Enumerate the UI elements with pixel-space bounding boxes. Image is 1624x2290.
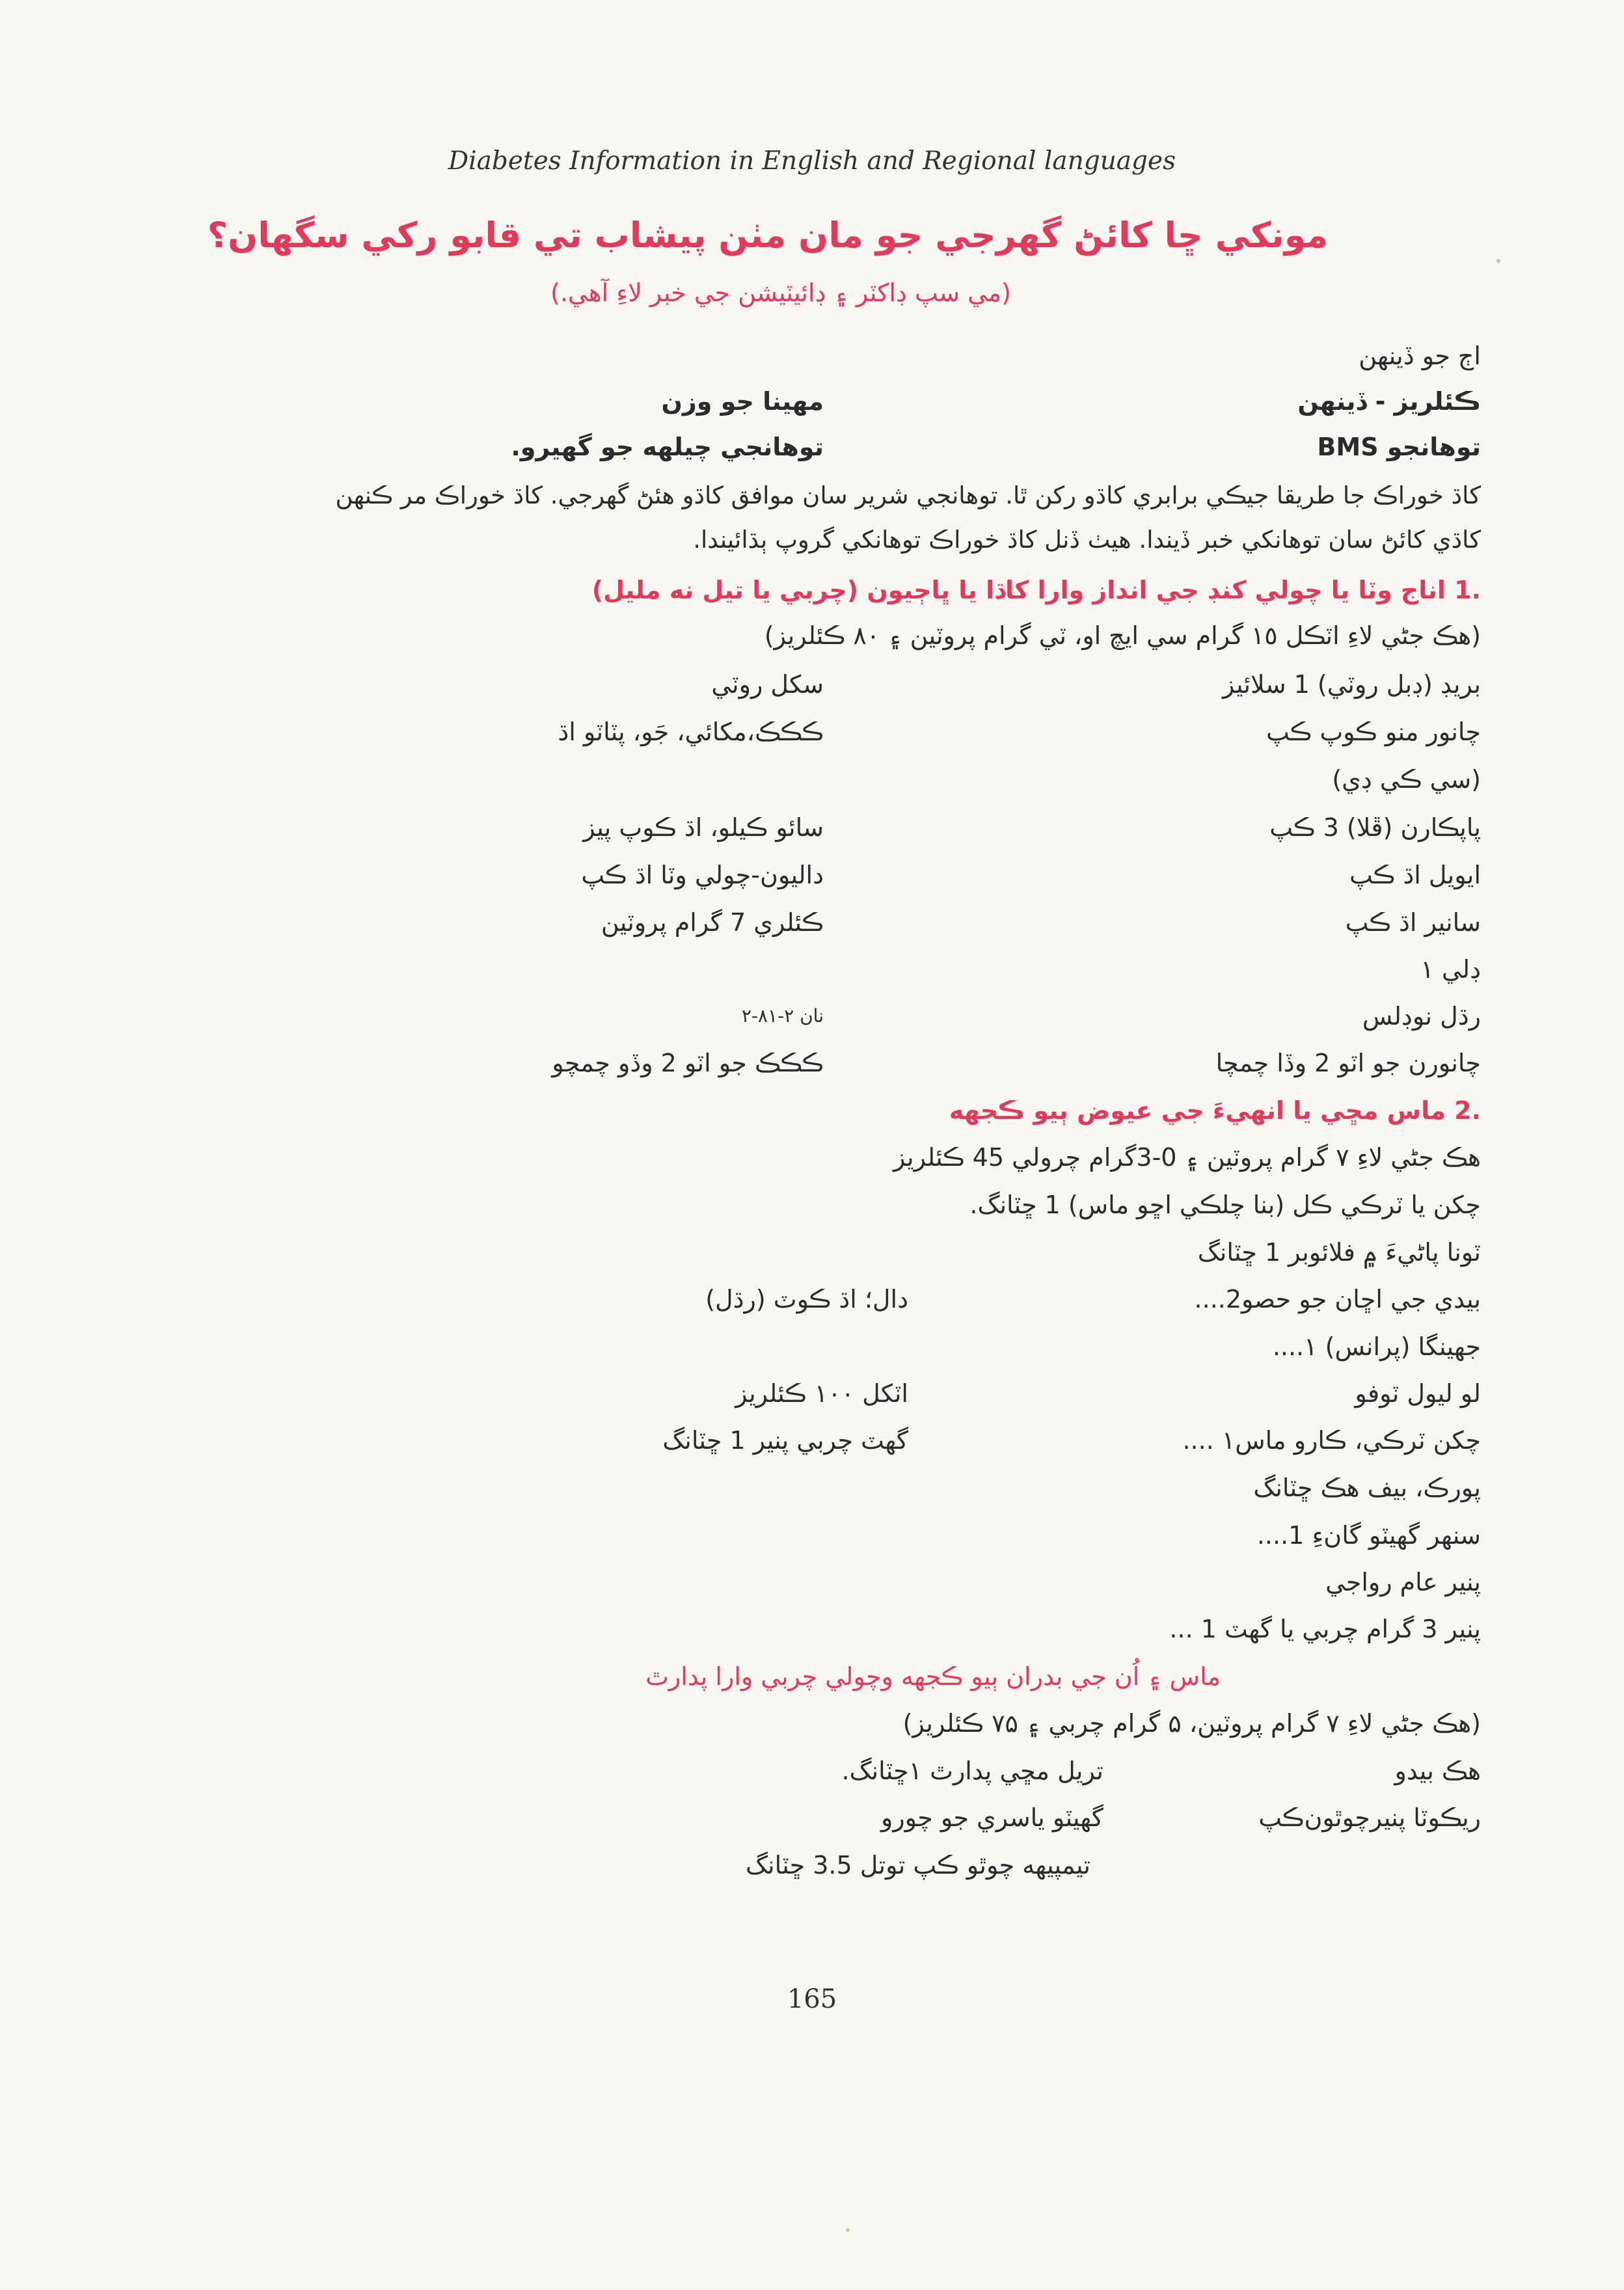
list-item: رڌل نوڊلس — [1362, 1002, 1481, 1030]
paragraph-line: کاڌ خوراڪ جا طريقا جيڪي برابري کاڌو رکن ٿا. توهانجي شرير سان موافق کاڌو هئڻ گهرجي. کاڌ خوراڪ مر ڪنهن — [335, 481, 1481, 509]
list-item: پنير 3 گرام چربي يا گهٽ 1 ... — [1169, 1615, 1481, 1643]
section-1-note: (هڪ جڻي لاءِ اٽڪل ١٥ گرام سي ايچ او، ٽي گرام پروٽين ۽ ٨٠ ڪئلريز) — [764, 621, 1481, 650]
list-item: پنير عام رواجي — [1325, 1568, 1481, 1596]
page-subtitle: (مي سپ ڊاکٽر ۽ ڊائيٽيشن جي خبر لاءِ آهي.) — [550, 278, 1011, 307]
list-item: هڪ بيدو — [1394, 1757, 1481, 1785]
list-item: پورڪ، بيف هڪ ڇٽانگ — [1253, 1474, 1481, 1502]
list-item: پاپڪارن (ڦلا) 3 ڪپ — [1269, 813, 1481, 842]
intro-bms: توهانجو BMS — [1317, 433, 1481, 461]
list-item: تريل مڇي پدارٿ ۱ڇٽانگ. — [841, 1757, 1103, 1785]
list-item: اٽکل ۱۰۰ ڪئلريز — [735, 1379, 908, 1408]
list-item: ڪئلري 7 گرام پروٽين — [601, 908, 824, 937]
list-item: نان ٢-٨١-٢ — [741, 1005, 824, 1027]
section-3-note: (هڪ جڻي لاءِ ۷ گرام پروٽين، ۵ گرام چربي ۽ ۷۵ ڪئلريز) — [902, 1709, 1481, 1738]
list-item: داليون-چولي وٽا اڌ ڪپ — [581, 861, 824, 889]
intro-paragraph — [121, 474, 1481, 562]
list-item: ايويل اڌ ڪپ — [1349, 861, 1481, 889]
list-item: تيمپيهه چوٿو ڪپ توتل 3.5 ڇٽانگ — [746, 1851, 1090, 1879]
list-item: سکل روٽي — [711, 670, 824, 699]
section-2-line: هڪ جڻي لاءِ ٧ گرام پروٽين ۽ 0-3گرام چرولي 45 ڪئلريز — [893, 1143, 1481, 1172]
list-item: ريڪوٽا پنيرچوٿون‌ڪپ — [1258, 1803, 1481, 1832]
running-header: Diabetes Information in English and Regional languages — [448, 146, 1176, 176]
list-item: سنهر گهيٽو گانءِ 1.... — [1256, 1521, 1481, 1550]
list-item: لو ليول ٽوفو — [1355, 1379, 1481, 1408]
page-number: 165 — [787, 1984, 837, 2014]
scan-speck — [846, 2228, 850, 2232]
intro-calories-day: ڪئلريز - ڏينهن — [1297, 387, 1481, 416]
list-item: چانورن جو اٽو 2 وڏا چمچا — [1215, 1049, 1481, 1077]
scan-speck — [1496, 259, 1500, 263]
intro-today: اڄ جو ڏينهن — [1359, 342, 1481, 370]
page-title: مونکي ڇا کائڻ گھرجي جو مان مٺن پيشاب تي قابو رکي سگھان؟ — [207, 215, 1329, 256]
section-2-heading: .2 ماس مڇي يا انهيءَ جي عيوض ٻيو ڪجهه — [949, 1096, 1481, 1125]
list-item: دال؛ اڌ ڪوٽ (رڌل) — [705, 1285, 908, 1313]
section-2-line: ٽونا پاڻيءَ ۾ فلائوبر 1 ڇٽانگ — [1197, 1238, 1481, 1267]
list-item: بيدي جي اڇان جو حصو2.... — [1194, 1285, 1481, 1313]
section-1-heading: .1 اناج وٽا يا چولي کنڊ جي انداز وارا کاڌا يا ڀاڄيون (چربي يا تيل نه مليل) — [591, 576, 1481, 604]
list-item: ڪڪڪ،مکائي، جَو، پٽاٽو اڌ — [558, 718, 824, 746]
list-item: جهينگا (پرانس) ۱.... — [1272, 1332, 1481, 1361]
paragraph-line: کاڌي کائڻ سان توهانکي خبر ڏيندا. هيٺ ڏنل کاڌ خوراڪ توهانکي گروپ ٻڌائيندا. — [693, 526, 1481, 554]
list-item: سائو ڪيلو، اڌ ڪوپ پيز — [583, 813, 824, 842]
intro-weight-month: مهينا جو وزن — [661, 387, 824, 416]
list-item: بريڊ (ڊبل روٽي) 1 سلائيز — [1223, 670, 1481, 699]
list-item: ڊلي ۱ — [1420, 955, 1481, 984]
list-item: چکن ٽرڪي، ڪارو ماس۱ .... — [1182, 1426, 1481, 1455]
list-item: سانير اڌ ڪپ — [1345, 908, 1481, 937]
list-item: گهيٽو ياسري جو چورو — [880, 1803, 1103, 1832]
list-item: چانور منو ڪوپ ڪپ — [1265, 718, 1481, 746]
section-2-line: چکن يا ٽرڪي ڪل (بنا چلڪي اڇو ماس) 1 ڇٽانگ. — [969, 1191, 1481, 1219]
list-item: گهٽ چربي پنير 1 ڇٽانگ — [662, 1426, 908, 1455]
list-item: ڪڪڪ جو اٽو 2 وڏو چمچو — [552, 1049, 824, 1077]
intro-waist: توهانجي چيلهه جو گهيرو. — [511, 433, 824, 461]
section-3-heading: ماس ۽ اُن جي بدران ٻيو ڪجهه وچولي چربي وارا پدارٿ — [645, 1662, 1221, 1691]
list-item: (سي ڪي ڊي) — [1332, 765, 1481, 794]
